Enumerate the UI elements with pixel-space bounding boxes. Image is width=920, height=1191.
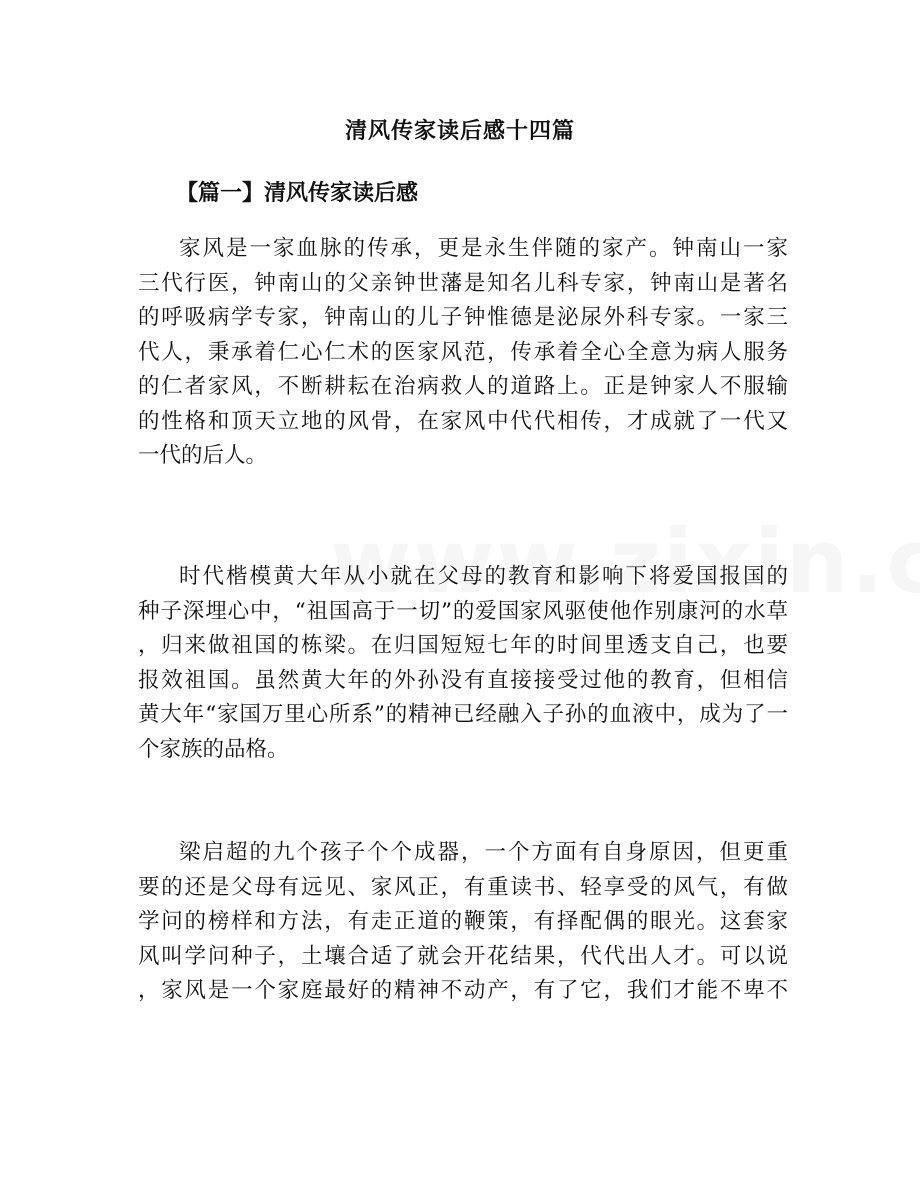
paragraph-line: ，归来做祖国的栋梁。在归国短短七年的时间里透支自己，也要 [138,633,788,658]
paragraph-line: 的仁者家风，不断耕耘在治病救人的道路上。正是钟家人不服输 [138,374,788,399]
paragraph-line: 代人，秉承着仁心仁术的医家风范，传承着全心全意为病人服务 [138,339,788,365]
paragraph-line: 要的还是父母有远见、家风正，有重读书、轻享受的风气，有做 [138,874,788,900]
paragraph-1 [138,232,788,474]
paragraph-line: 个家族的品格。 [138,736,289,762]
paragraph-line: 三代行医，钟南山的父亲钟世藩是知名儿科专家，钟南山是著名 [138,270,788,296]
paragraph-line: 家风是一家血脉的传承，更是永生伴随的家产。钟南山一家 [179,236,788,261]
section-heading: 【篇一】清风传家读后感 [176,180,419,206]
document-title: 清风传家读后感十四篇 [344,119,575,144]
paragraph-2 [138,560,788,767]
paragraph-line: 的性格和顶天立地的风骨，在家风中代代相传，才成就了一代又 [138,408,788,434]
paragraph-line: ，家风是一个家庭最好的精神不动产，有了它，我们才能不卑不 [138,978,788,1003]
paragraph-line: 一代的后人。 [138,443,268,468]
paragraph-line: 的呼吸病学专家，钟南山的儿子钟惟德是泌尿外科专家。一家三 [138,305,788,330]
paragraph-line: 种子深埋心中，“祖国高于一切”的爱国家风驱使他作别康河的水草 [138,598,788,624]
paragraph-line: 梁启超的九个孩子个个成器，一个方面有自身原因，但更重 [179,840,788,865]
paragraph-line: 时代楷模黄大年从小就在父母的教育和影响下将爱国报国的 [179,564,788,589]
paragraph-line: 学问的榜样和方法，有走正道的鞭策，有择配偶的眼光。这套家 [138,909,788,934]
paragraph-line: 风叫学问种子，土壤合适了就会开花结果，代代出人才。可以说 [138,943,788,969]
paragraph-line: 报效祖国。虽然黄大年的外孙没有直接接受过他的教育，但相信 [138,667,788,693]
paragraph-line: 黄大年“家国万里心所系”的精神已经融入子孙的血液中，成为了一 [138,702,788,727]
paragraph-3 [138,836,788,1009]
